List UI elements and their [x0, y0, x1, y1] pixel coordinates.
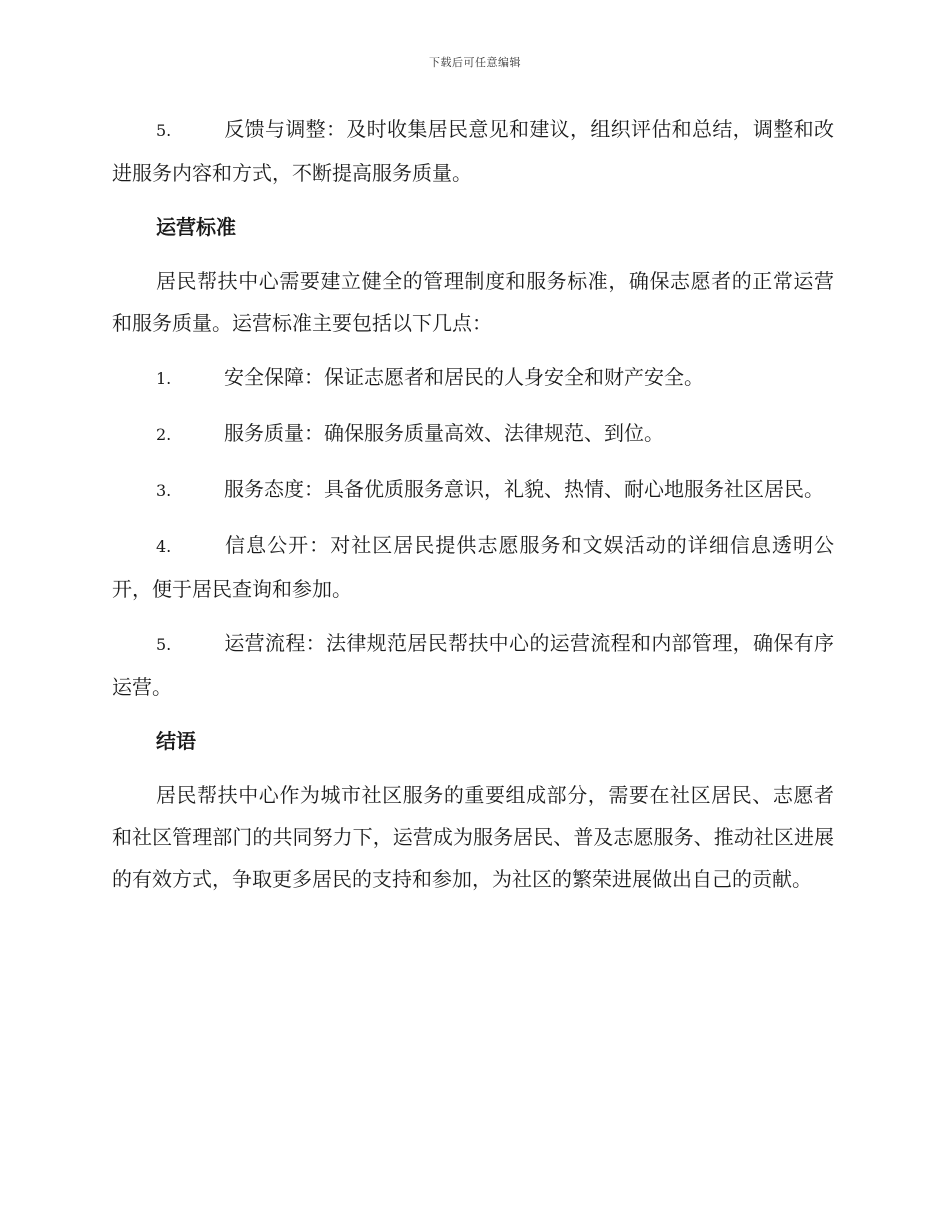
item-number: 3. — [156, 481, 172, 500]
item-text: 安全保障：保证志愿者和居民的人身安全和财产安全。 — [224, 365, 704, 389]
item-number: 4. — [156, 537, 172, 556]
item-text: 服务态度：具备优质服务意识，礼貌、热情、耐心地服务社区居民。 — [224, 477, 824, 501]
item-number: 5. — [156, 635, 172, 654]
item-number: 1. — [156, 369, 172, 388]
document-body — [112, 108, 834, 912]
standards-item-5 — [112, 622, 834, 708]
section-heading-conclusion: 结语 — [156, 729, 196, 753]
item-number: 5. — [156, 121, 172, 140]
conclusion-paragraph: 居民帮扶中心作为城市社区服务的重要组成部分，需要在社区居民、志愿者和社区管理部门的共同努力下，运营成为服务居民、普及志愿服务、推动社区进展的有效方式，争取更多居民的支持和参加，为社区的繁荣进展做出自己的贡献。 — [112, 783, 834, 891]
item-number: 2. — [156, 425, 172, 444]
standards-item-1 — [112, 356, 834, 400]
standards-item-3 — [112, 468, 834, 512]
standards-item-2 — [112, 412, 834, 456]
feedback-item — [112, 108, 834, 194]
item-text: 运营流程：法律规范居民帮扶中心的运营流程和内部管理，确保有序运营。 — [112, 631, 834, 699]
item-text: 服务质量：确保服务质量高效、法律规范、到位。 — [224, 421, 664, 445]
item-text: 信息公开：对社区居民提供志愿服务和文娱活动的详细信息透明公开，便于居民查询和参加。 — [112, 533, 834, 601]
standards-item-4 — [112, 524, 834, 610]
section-heading-standards: 运营标准 — [156, 215, 236, 239]
item-text: 反馈与调整：及时收集居民意见和建议，组织评估和总结，调整和改进服务内容和方式，不断提高服务质量。 — [112, 117, 834, 185]
page-header: 下载后可任意编辑 — [429, 56, 521, 69]
standards-intro-paragraph: 居民帮扶中心需要建立健全的管理制度和服务标准，确保志愿者的正常运营和服务质量。运营标准主要包括以下几点： — [112, 269, 834, 335]
